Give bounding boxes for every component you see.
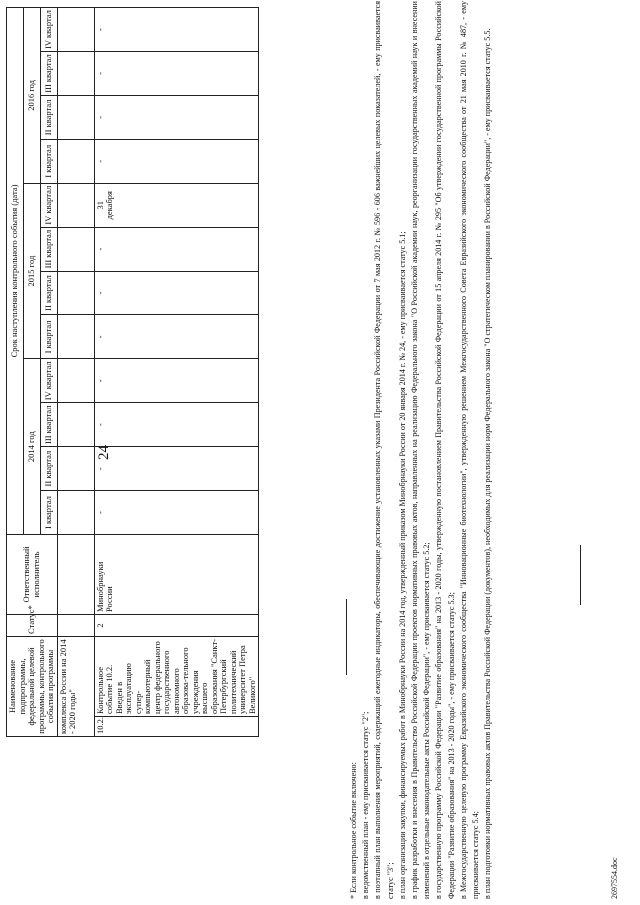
header-dates: Срок наступления контрольного события (дата) [7, 8, 24, 535]
footnote-line: в план организации закупки, финансируемых работ в Минобрнауки России на 2014 год, утвержденный приказом Минобрнауки России от 20 января 2014 г. № 24, - ему присваивается статус 5.1; [397, 231, 407, 899]
table-row [94, 8, 259, 737]
row-cell: - [94, 271, 259, 315]
header-quarter: III квартал [40, 52, 57, 96]
header-name: Наименование подпрограммы, федеральной целевой программы, контрольного события программы [7, 637, 58, 737]
header-quarter: IV квартал [40, 183, 57, 227]
header-responsible: Ответственный исполнитель [7, 535, 58, 615]
header-quarter: II квартал [40, 271, 57, 315]
header-status: Статус* [7, 615, 58, 637]
row-cell: - [94, 95, 259, 139]
document-id: 2697554.doc [610, 857, 619, 899]
header-year-2016: 2016 год [23, 8, 40, 184]
header-quarter: I квартал [40, 491, 57, 535]
footnotes [346, 1, 494, 899]
header-quarter: IV квартал [40, 359, 57, 403]
header-quarter: IV квартал [40, 8, 57, 52]
continuation-text: комплекса России на 2014 - 2020 годы" [57, 637, 94, 737]
footnote-line: * Если контрольное событие включено: [349, 762, 358, 899]
row-status: 2 [94, 615, 259, 637]
footnote-line: в ведомственный план - ему присваивается статус "2"; [361, 711, 371, 899]
header-quarter: II квартал [40, 95, 57, 139]
row-cell: - [94, 227, 259, 271]
row-responsible: Минобрнауки России [94, 535, 259, 615]
row-cell: - [94, 139, 259, 183]
header-year-2014: 2014 год [23, 359, 40, 535]
footnote-line: в график разработки и внесения в Правительство Российской Федерации проектов нормативных правовых актов, направленных на реализацию Федерального закона "О Российской академии наук, реорганизации государственных академий наук и внесении изменений в отдельные законодательные акты Российской Федерации", - ему присваивается статус 5.2; [410, 1, 432, 899]
end-separator [580, 545, 581, 605]
header-quarter: III квартал [40, 403, 57, 447]
page-number: 24 [96, 445, 112, 460]
row-cell: - [94, 447, 259, 491]
table-header-row-1 [7, 8, 24, 737]
header-year-2015: 2015 год [23, 183, 40, 359]
row-cell: 31 декабря [94, 183, 259, 227]
row-cell: - [94, 315, 259, 359]
footnote-line: в поэтапный план выполнения мероприятий, содержащий ежегодные индикаторы, обеспечивающие достижение установленных указами Президента Российской Федерации от 7 мая 2012 г. № 596 - 606 важнейших целевых показателей, - ему присваивается статус "3"; [373, 1, 395, 899]
row-number: 10.2. [94, 717, 259, 737]
row-cell: - [94, 359, 259, 403]
footnote-line: в Межгосударственную целевую программу Евразийского экономического сообщества "Инновационные биотехнологии", утвержденную решением Межгосударственного Совета Евразийского экономического сообщества от 21 мая 2010 г. № 487, - ему присваивается статус 5.4; [458, 1, 481, 899]
footnote-line: в государственную программу Российской Федерации "Развитие образования" на 2013 - 2020 годы, утвержденную постановлением Правительства Российской Федерации от 15 апреля 2014 г. № 295 "Об утверждении государственной программы Российской Федерации "Развитие образования" на 2013 - 2020 годы", - ему присваивается статус 5.3; [434, 1, 456, 899]
table-row-continuation [57, 8, 94, 737]
control-events-table [6, 7, 259, 737]
row-cell: - [94, 491, 259, 535]
row-event-name: Контрольное событие 10.2. Введен в эксплуатацию супер-компьютерный центр федерального государственного автономного образова-тельного учреждения высшего образования "Санкт-Петербургский политехнический университет Петра Великого" [94, 637, 259, 717]
header-quarter: III квартал [40, 227, 57, 271]
row-cell: - [94, 52, 259, 96]
row-cell: - [94, 403, 259, 447]
footnote-line: в план подготовки нормативных правовых актов Правительства Российской Федерации (документов), необходимых для реализации норм Федерального закона "О стратегическом планировании в Российской Федерации", - ему присваивается статус 5.5. [483, 28, 493, 899]
header-quarter: I квартал [40, 315, 57, 359]
header-quarter: II квартал [40, 447, 57, 491]
row-cell: - [94, 8, 259, 52]
header-quarter: I квартал [40, 139, 57, 183]
